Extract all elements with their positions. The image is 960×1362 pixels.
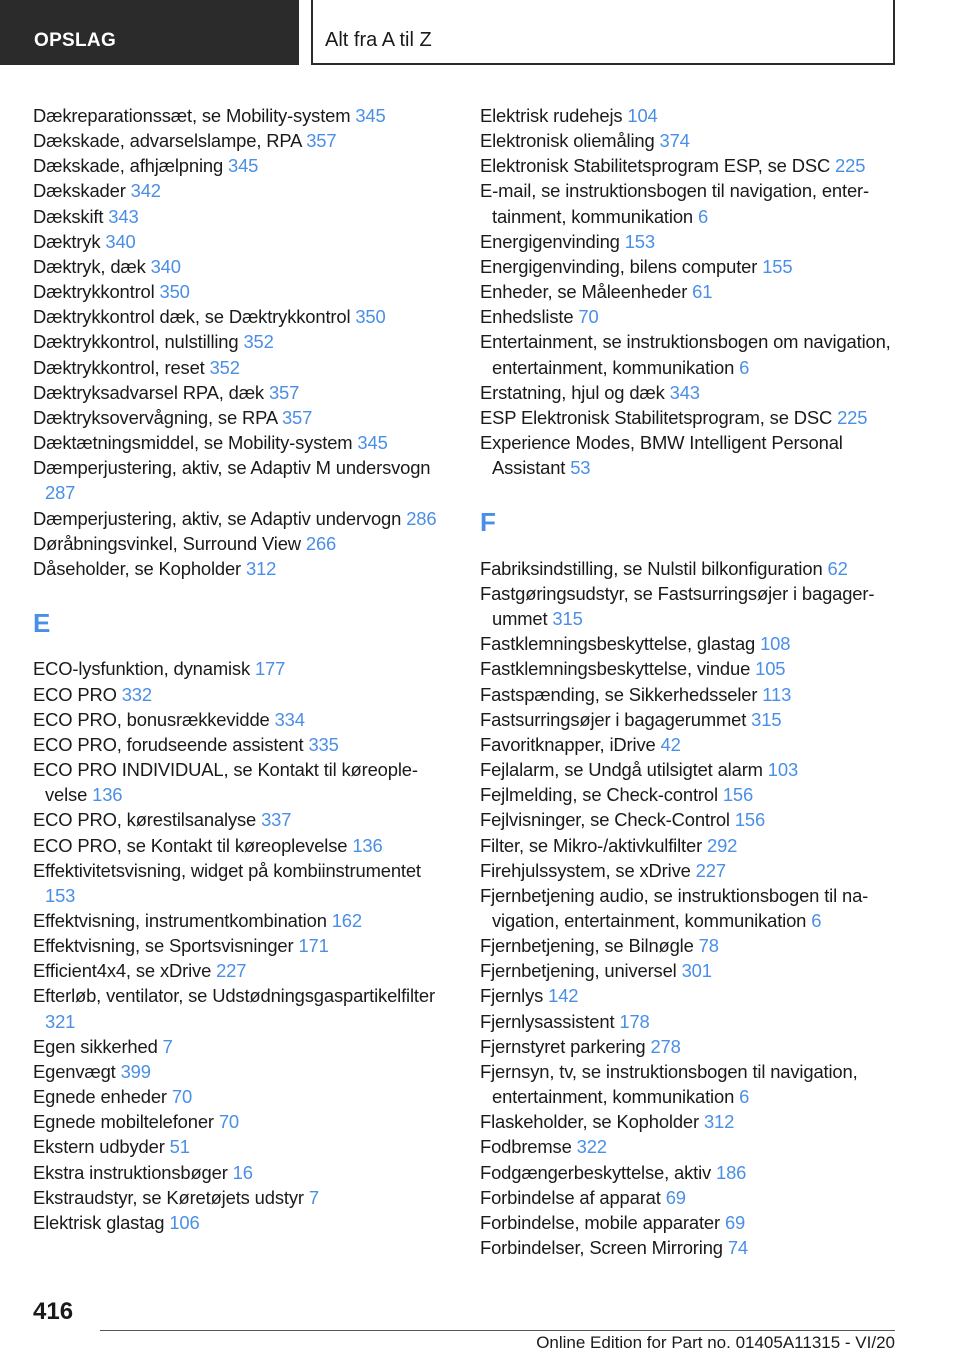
index-column-left — [33, 103, 453, 1235]
index-page-link[interactable]: 357 — [268, 381, 300, 403]
index-entry-text: Fastspænding, se Sikkerhedsseler — [480, 683, 763, 705]
index-entry-text: Fodbremse — [480, 1136, 577, 1158]
index-column-right — [480, 103, 900, 1260]
index-entry — [480, 329, 900, 379]
index-page-link[interactable]: 334 — [274, 708, 305, 730]
index-entry-text: Efterløb, ventilator, se Udstødningsgaspartikelfilter — [33, 985, 435, 1007]
index-entry-text: Fejlmelding, se Check-control — [480, 784, 723, 806]
index-entry-text: Dæktrykkontrol — [33, 281, 160, 303]
index-page-link[interactable]: 7 — [162, 1035, 173, 1057]
index-page-link[interactable]: 6 — [697, 205, 709, 227]
index-entry — [480, 1059, 900, 1109]
index-entry — [33, 430, 453, 455]
index-entry — [33, 858, 453, 908]
index-letter-heading: F — [480, 507, 496, 538]
index-entry-text: Fastsurringsøjer i bagagerummet — [480, 708, 752, 730]
header-title: Alt fra A til Z — [325, 29, 432, 51]
index-page-link[interactable]: 352 — [209, 356, 240, 378]
index-entry — [480, 1134, 900, 1159]
index-page-link[interactable]: 340 — [105, 230, 136, 252]
index-page-link[interactable]: 178 — [619, 1010, 650, 1032]
index-entry-text: Energigenvinding — [480, 230, 625, 252]
index-entry-text: Entertainment, se instruktionsbogen om navigation, entertainment, kommunikation — [480, 331, 891, 378]
index-entry — [33, 958, 453, 983]
index-entry-text: Erstatning, hjul og dæk — [480, 381, 670, 403]
index-entry-text: ECO-lysfunktion, dynamisk — [33, 658, 255, 680]
index-page-link[interactable]: 142 — [548, 985, 579, 1007]
index-entry-text: Dæktryksadvarsel RPA, dæk — [33, 381, 269, 403]
index-entry — [480, 883, 900, 933]
index-entry-text: Fastklemningsbeskyttelse, vindue — [480, 658, 756, 680]
index-entry-text: Dåseholder, se Kopholder — [33, 557, 246, 579]
index-entry-text: Fastgøringsudstyr, se Fastsurringsøjer i bagagerummet — [480, 582, 875, 630]
index-entry-text: Dæmperjustering, aktiv, se Adaptiv M undersvogn — [33, 457, 431, 479]
footer-edition: Online Edition for Part no. 01405A11315 - VI/20 — [536, 1333, 895, 1352]
index-entry-text: E-mail, se instruktionsbogen til navigation, entertainment, kommunikation — [480, 180, 870, 227]
index-entry — [480, 1235, 900, 1260]
index-page-link[interactable]: 312 — [703, 1111, 735, 1133]
index-page-link[interactable]: 53 — [570, 457, 591, 479]
index-entry-text: Effektvisning, se Sportsvisninger — [33, 935, 299, 957]
index-page-link[interactable]: 332 — [121, 683, 152, 705]
index-entry — [480, 1034, 900, 1059]
index-entry-text: Ekstraudstyr, se Køretøjets udstyr — [33, 1186, 309, 1208]
index-entry-text: Fabriksindstilling, se Nulstil bilkonfiguration — [480, 557, 828, 579]
index-entry-text: Døråbningsvinkel, Surround View — [33, 532, 306, 554]
index-entry-text: Flaskeholder, se Kopholder — [480, 1111, 704, 1133]
index-entry — [480, 631, 900, 656]
index-page-link[interactable]: 399 — [120, 1060, 151, 1082]
index-entry-text: Egenvægt — [33, 1060, 121, 1082]
index-entry — [33, 933, 453, 958]
index-entry-text: Dæktrykkontrol, reset — [33, 356, 210, 378]
index-page-link[interactable]: 287 — [45, 482, 76, 504]
index-page-link[interactable]: 16 — [232, 1161, 253, 1183]
index-page-link[interactable]: 374 — [659, 130, 690, 152]
index-page-link[interactable]: 225 — [837, 406, 868, 428]
index-entry-text: ECO PRO, se Kontakt til køreoplevelse — [33, 834, 353, 856]
index-entry-text: Fjernbetjening audio, se instruktionsbogen til navigation, entertainment, kommunikation — [480, 884, 869, 931]
index-entry-text: Enhedsliste — [480, 306, 579, 328]
index-page-link[interactable]: 7 — [308, 1186, 319, 1208]
index-entry-text: Forbindelse af apparat — [480, 1186, 666, 1208]
index-entry — [33, 656, 453, 681]
index-entry — [480, 556, 900, 581]
index-entry — [480, 656, 900, 681]
index-entry — [480, 178, 900, 228]
index-entry-text: Ekstra instruktionsbøger — [33, 1161, 233, 1183]
index-entry-text: Fejlvisninger, se Check-Control — [480, 809, 735, 831]
index-page-link[interactable]: 70 — [171, 1086, 193, 1108]
index-entry-text: ECO PRO INDIVIDUAL, se Kontakt til køreoplevelse — [33, 759, 418, 806]
index-entry — [480, 707, 900, 732]
index-entry-text: Enheder, se Måleenheder — [480, 281, 693, 303]
index-entry — [33, 355, 453, 380]
index-entry — [33, 304, 453, 329]
index-page-link[interactable]: 352 — [243, 331, 274, 353]
index-entry-text: Dækskade, afhjælpning — [33, 155, 229, 177]
index-page-link[interactable]: 70 — [578, 306, 599, 328]
index-entry — [480, 858, 900, 883]
index-entry — [480, 1160, 900, 1185]
index-page-link[interactable]: 337 — [261, 809, 292, 831]
index-entry — [480, 128, 900, 153]
index-entry-text: Effektvisning, instrumentkombination — [33, 909, 332, 931]
index-entry — [33, 405, 453, 430]
index-entry-text: Dæktryk, dæk — [33, 255, 151, 277]
index-page-link[interactable]: 357 — [281, 406, 313, 428]
index-page-link[interactable]: 345 — [228, 155, 259, 177]
index-page-link[interactable]: 61 — [692, 281, 713, 303]
index-page-link[interactable]: 104 — [627, 105, 658, 126]
index-entry-text: ECO PRO — [33, 683, 122, 705]
index-page-link[interactable]: 6 — [739, 1086, 750, 1108]
index-entry-text: Elektrisk rudehejs — [480, 105, 628, 126]
index-page-link[interactable]: 177 — [254, 658, 286, 680]
index-entry — [33, 1185, 453, 1210]
index-entry — [33, 455, 453, 505]
index-entry-text: Dæktryksovervågning, se RPA — [33, 406, 282, 428]
index-page-link[interactable]: 350 — [159, 281, 190, 303]
index-page-link[interactable]: 62 — [827, 557, 848, 579]
index-entry — [480, 1109, 900, 1134]
index-entry — [480, 757, 900, 782]
index-entry-text: Fjernlysassistent — [480, 1010, 620, 1032]
index-page-link[interactable]: 136 — [352, 834, 383, 856]
index-page-link[interactable]: 301 — [681, 960, 712, 982]
index-entry-text: ECO PRO, kørestilsanalyse — [33, 809, 262, 831]
index-page-link[interactable]: 357 — [306, 130, 337, 152]
index-entry — [33, 229, 453, 254]
section-title: OPSLAG — [34, 30, 117, 51]
index-entry-text: Fodgængerbeskyttelse, aktiv — [480, 1161, 717, 1183]
index-page-link[interactable]: 74 — [727, 1237, 748, 1258]
index-page-link[interactable]: 105 — [755, 658, 786, 680]
index-entry — [33, 506, 453, 531]
index-entry — [33, 682, 453, 707]
index-entry — [480, 153, 900, 178]
index-page-link[interactable]: 103 — [767, 759, 799, 781]
index-entry — [33, 204, 453, 229]
index-page-link[interactable]: 153 — [624, 230, 655, 252]
index-page-link[interactable]: 315 — [751, 708, 782, 730]
index-entry — [480, 229, 900, 254]
index-page-link[interactable]: 6 — [739, 356, 750, 378]
index-entry — [33, 531, 453, 556]
index-page-link[interactable]: 350 — [355, 306, 386, 328]
index-page-link[interactable]: 345 — [357, 432, 388, 454]
index-entry — [33, 1160, 453, 1185]
index-entry-text: ECO PRO, forudseende assistent — [33, 733, 309, 755]
page-number: 416 — [33, 1298, 74, 1325]
index-entry-text: Fjernlys — [480, 985, 549, 1007]
index-entry — [33, 103, 453, 128]
index-entry-text: Energigenvinding, bilens computer — [480, 255, 763, 277]
index-entry — [480, 833, 900, 858]
index-entry-text: Dæktryk — [33, 230, 106, 252]
index-entry — [33, 1210, 453, 1235]
index-entry-text: Firehjulssystem, se xDrive — [480, 859, 696, 881]
index-entry-text: Elektrisk glastag — [33, 1211, 170, 1233]
index-page-link[interactable]: 227 — [216, 960, 247, 982]
index-entry-text: ESP Elektronisk Stabilitetsprogram, se DSC — [480, 406, 838, 428]
index-entry-text: Fejlalarm, se Undgå utilsigtet alarm — [480, 759, 768, 781]
index-entry — [480, 933, 900, 958]
index-entry — [33, 732, 453, 757]
index-entry-text: Elektronisk oliemåling — [480, 130, 660, 152]
index-entry — [33, 908, 453, 933]
index-entry-text: Forbindelser, Screen Mirroring — [480, 1237, 728, 1258]
index-entry — [33, 254, 453, 279]
index-entry-text: Ekstern udbyder — [33, 1136, 170, 1158]
index-entry-text: Egen sikkerhed — [33, 1035, 163, 1057]
index-page-link[interactable]: 312 — [246, 557, 277, 579]
index-entry — [33, 757, 453, 807]
index-page-link[interactable]: 162 — [331, 909, 362, 931]
index-page-link[interactable]: 108 — [760, 633, 791, 655]
index-entry-text: Fjernbetjening, se Bilnøgle — [480, 935, 699, 957]
index-entry — [33, 556, 453, 581]
index-entry — [480, 1185, 900, 1210]
index-page-link[interactable]: 156 — [722, 784, 754, 806]
index-page-link[interactable]: 315 — [552, 608, 583, 630]
index-entry — [33, 153, 453, 178]
footer-divider — [100, 1330, 895, 1331]
index-page-link[interactable]: 322 — [576, 1136, 607, 1158]
index-page-link[interactable]: 42 — [660, 733, 681, 755]
index-page-link[interactable]: 6 — [811, 909, 822, 931]
index-entry-text: Dæktrykkontrol, nulstilling — [33, 331, 244, 353]
index-entry — [33, 128, 453, 153]
index-page-link[interactable]: 342 — [130, 180, 161, 202]
index-entry-text: Filter, se Mikro-/aktivkulfilter — [480, 834, 708, 856]
index-entry — [33, 707, 453, 732]
index-entry-text: ECO PRO, bonusrækkevidde — [33, 708, 275, 730]
index-entry-text: Egnede enheder — [33, 1086, 172, 1108]
index-entry-text: Dæktrykkontrol dæk, se Dæktrykkontrol — [33, 306, 356, 328]
index-page-link[interactable]: 69 — [724, 1211, 746, 1233]
index-entry-text: Dæktætningsmiddel, se Mobility-system — [33, 432, 358, 454]
index-entry-text: Fjernstyret parkering — [480, 1035, 651, 1057]
index-page-link[interactable]: 321 — [45, 1010, 76, 1032]
index-page-link[interactable]: 343 — [108, 205, 139, 227]
index-entry-text: Elektronisk Stabilitetsprogram ESP, se DSC — [480, 155, 836, 177]
index-entry — [480, 807, 900, 832]
index-entry — [33, 1109, 453, 1134]
index-entry — [480, 103, 900, 128]
index-entry — [480, 581, 900, 631]
index-page-link[interactable]: 153 — [45, 884, 76, 906]
index-entry — [33, 178, 453, 203]
index-entry-text: Effektivitetsvisning, widget på kombiinstrumentet — [33, 859, 421, 881]
index-page-link[interactable]: 266 — [305, 532, 337, 554]
index-entry — [480, 254, 900, 279]
index-entry-text: Dæmperjustering, aktiv, se Adaptiv undervogn — [33, 507, 407, 529]
index-entry — [480, 732, 900, 757]
index-entry — [480, 682, 900, 707]
index-entry-text: Egnede mobiltelefoner — [33, 1111, 219, 1133]
index-entry — [33, 1059, 453, 1084]
index-entry-text: Dækskade, advarselslampe, RPA — [33, 130, 307, 152]
index-page-link[interactable]: 70 — [218, 1111, 239, 1133]
index-page-link[interactable]: 278 — [650, 1035, 681, 1057]
index-entry — [33, 983, 453, 1033]
index-entry-text: Experience Modes, BMW Intelligent Personal Assistant — [480, 432, 843, 479]
index-page-link[interactable]: 155 — [762, 255, 793, 277]
index-page-link[interactable]: 225 — [835, 155, 866, 177]
index-entry-text: Favoritknapper, iDrive — [480, 733, 661, 755]
index-letter-heading: E — [33, 607, 51, 638]
index-entry — [480, 380, 900, 405]
index-entry-text: Fastklemningsbeskyttelse, glastag — [480, 633, 761, 655]
index-entry — [33, 833, 453, 858]
index-entry — [480, 405, 900, 430]
index-page-link[interactable]: 227 — [695, 859, 726, 881]
index-page-link[interactable]: 171 — [298, 935, 329, 957]
index-page-link[interactable]: 51 — [169, 1136, 190, 1158]
index-page-link[interactable]: 156 — [734, 809, 766, 831]
index-page-link[interactable]: 340 — [150, 255, 181, 277]
index-entry — [33, 380, 453, 405]
index-entry — [33, 1034, 453, 1059]
index-page-link[interactable]: 292 — [707, 834, 738, 856]
index-entry — [480, 279, 900, 304]
index-entry-text: Fjernbetjening, universel — [480, 960, 682, 982]
index-entry-text: Efficient4x4, se xDrive — [33, 960, 217, 982]
index-page-link[interactable]: 78 — [698, 935, 719, 957]
index-page-link[interactable]: 186 — [716, 1161, 747, 1183]
section-tab — [0, 0, 299, 65]
index-entry — [33, 329, 453, 354]
index-entry-text: Dækskift — [33, 205, 109, 227]
index-entry-text: Dækskader — [33, 180, 131, 202]
index-entry-text: Fjernsyn, tv, se instruktionsbogen til navigation, entertainment, kommunikation — [480, 1060, 858, 1108]
index-entry — [33, 279, 453, 304]
index-entry — [480, 304, 900, 329]
index-entry — [480, 1009, 900, 1034]
index-entry-text: Forbindelse, mobile apparater — [480, 1211, 725, 1233]
index-page-link[interactable]: 113 — [762, 683, 792, 705]
index-page-link[interactable]: 343 — [669, 381, 700, 403]
index-page-link[interactable]: 335 — [308, 733, 339, 755]
index-entry — [480, 983, 900, 1008]
index-entry — [33, 1134, 453, 1159]
index-page-link[interactable]: 345 — [355, 105, 386, 126]
index-page-link[interactable]: 106 — [169, 1211, 200, 1233]
index-page-link[interactable]: 286 — [406, 507, 437, 529]
index-entry — [33, 807, 453, 832]
index-entry — [480, 958, 900, 983]
index-entry — [480, 1210, 900, 1235]
index-entry — [480, 430, 900, 480]
index-entry — [480, 782, 900, 807]
index-page-link[interactable]: 69 — [665, 1186, 686, 1208]
page-header — [311, 0, 895, 65]
index-page-link[interactable]: 136 — [92, 784, 123, 806]
index-entry-text: Dækreparationssæt, se Mobility-system — [33, 105, 356, 126]
index-entry — [33, 1084, 453, 1109]
